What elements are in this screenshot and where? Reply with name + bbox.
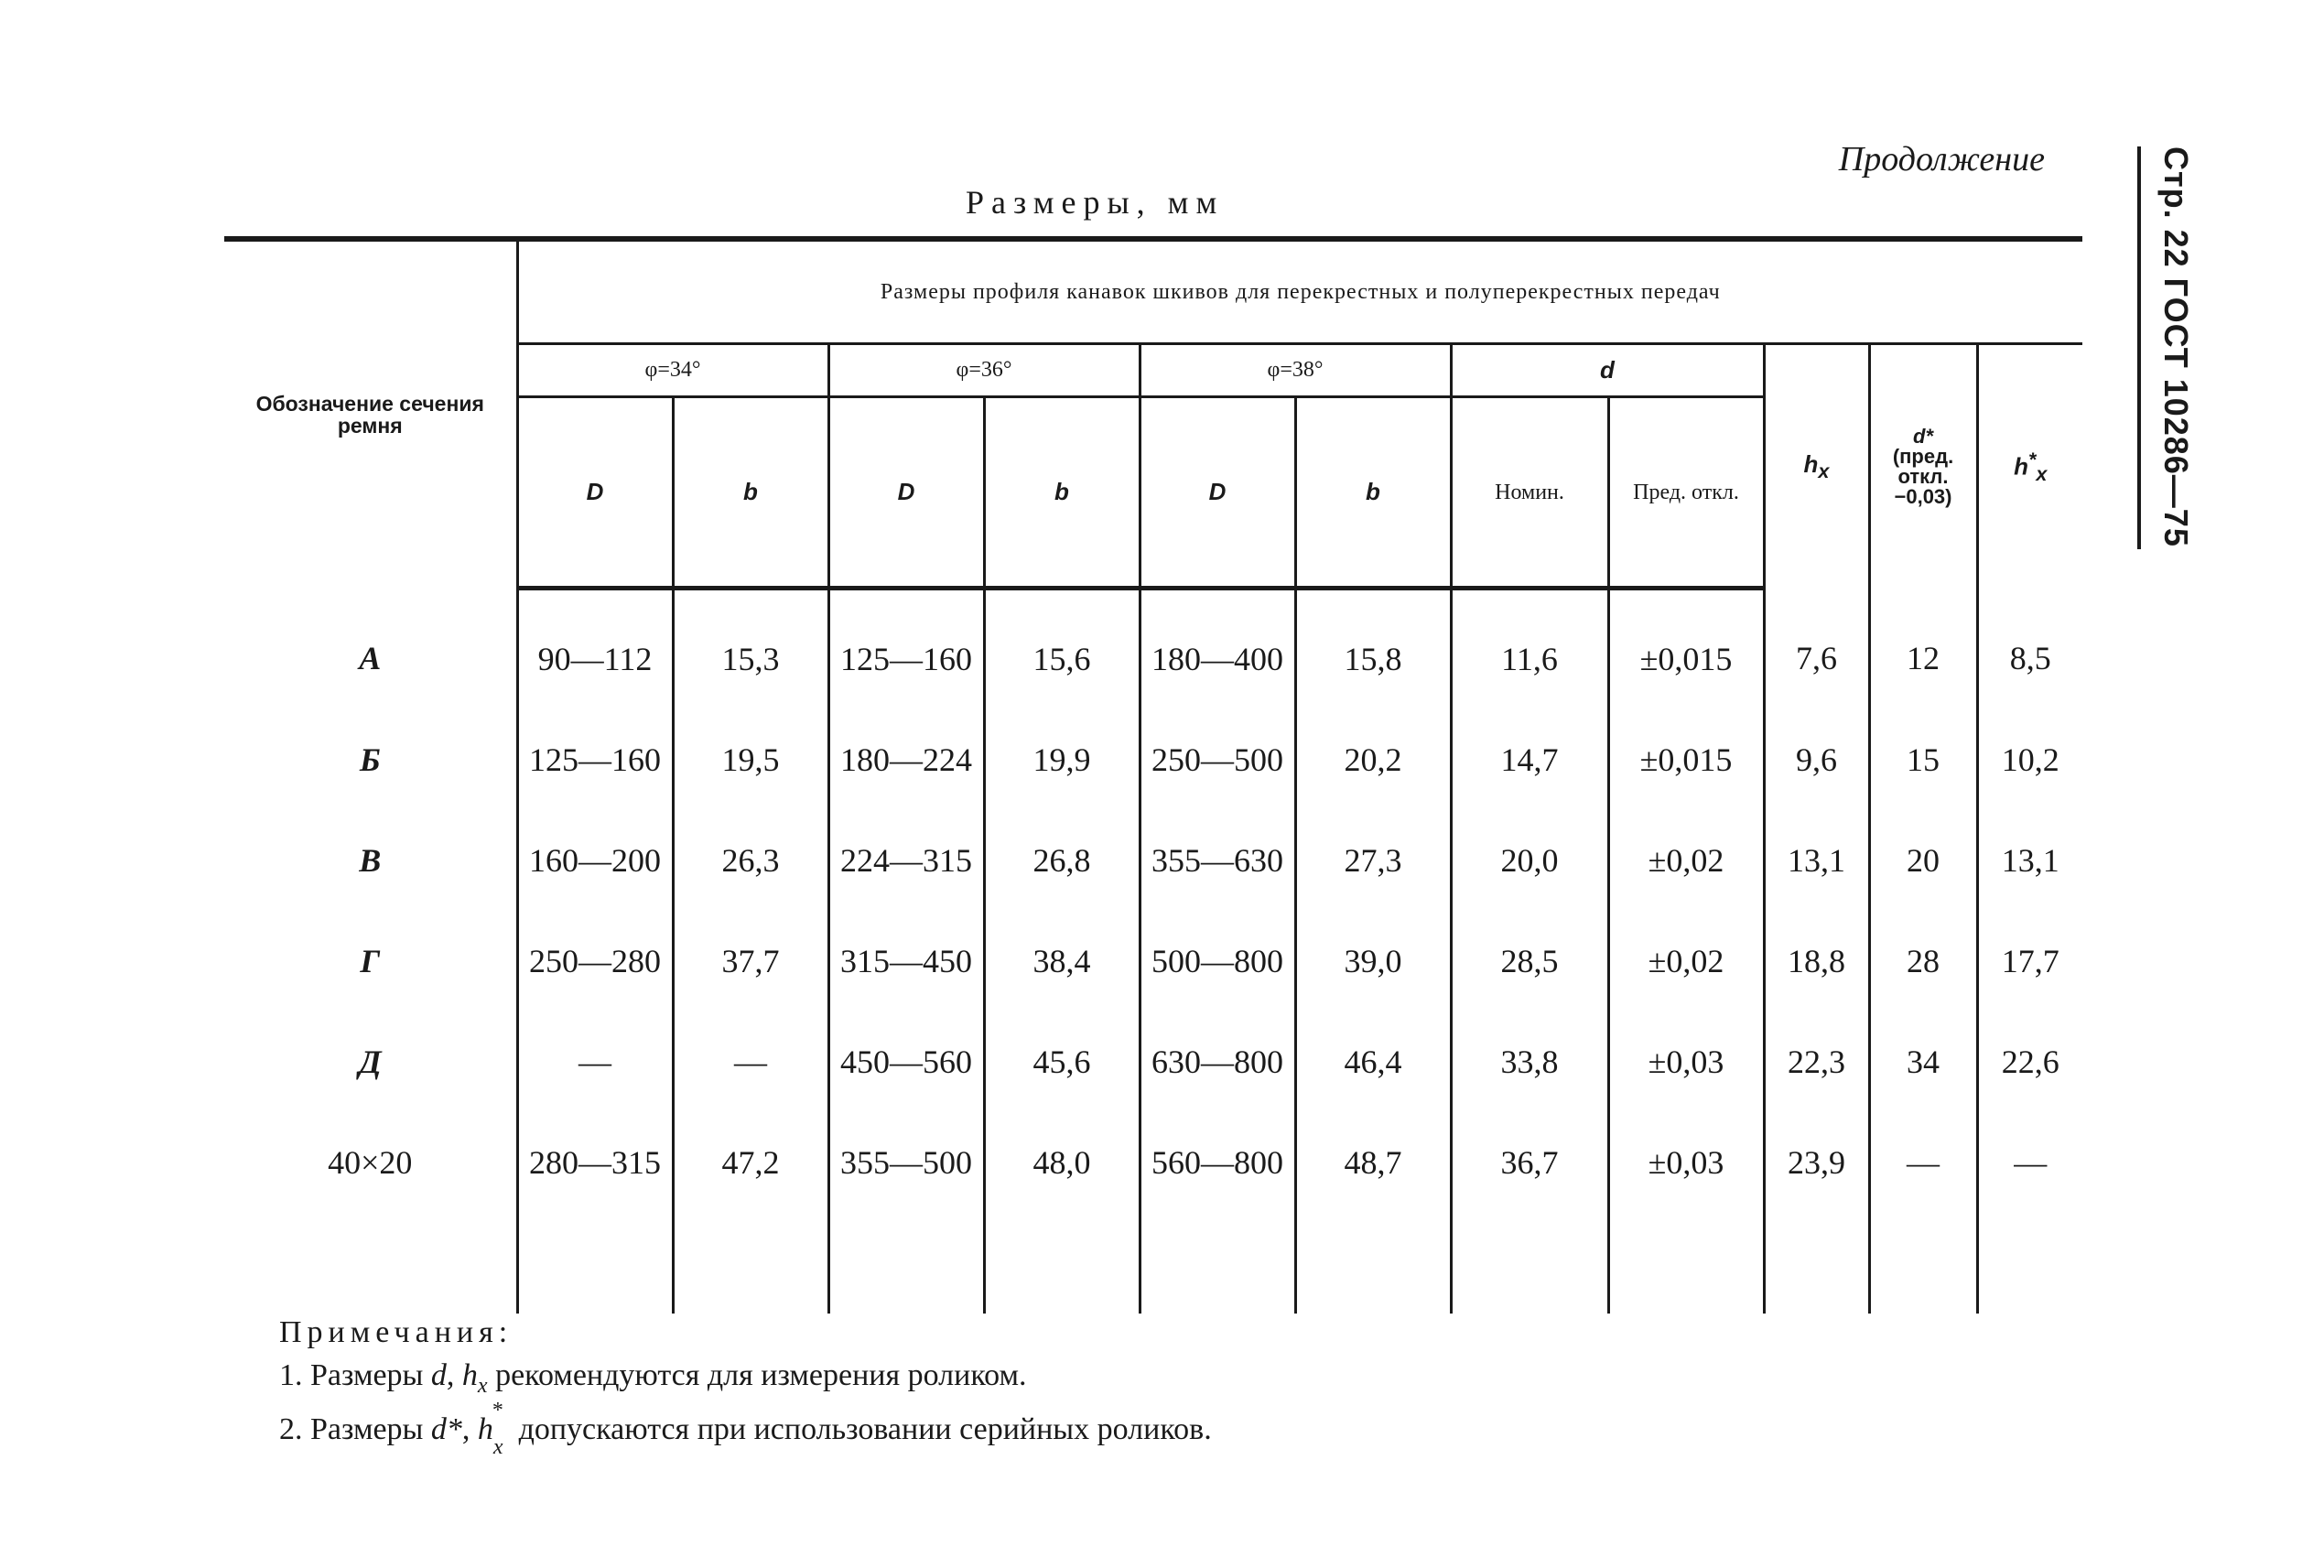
header-hx: $h_x$ — [1764, 344, 1869, 589]
cell-b36: 15,6 — [984, 589, 1140, 710]
cell-d-deviation: ±0,03 — [1608, 1112, 1764, 1213]
cell-b36: 38,4 — [984, 911, 1140, 1011]
header-D-34: D — [517, 397, 673, 589]
header-D-38: D — [1140, 397, 1295, 589]
cell-hx-star: 10,2 — [1977, 709, 2082, 810]
cell-d-deviation: ±0,02 — [1608, 911, 1764, 1011]
table-row — [224, 589, 2082, 710]
side-header-rule — [2137, 146, 2141, 549]
cell-D38: 500—800 — [1140, 911, 1295, 1011]
cell-D38: 560—800 — [1140, 1112, 1295, 1213]
header-phi-36: φ=36° — [828, 344, 1140, 397]
cell-b36: 48,0 — [984, 1112, 1140, 1213]
cell-D38: 630—800 — [1140, 1011, 1295, 1112]
header-b-38: b — [1295, 397, 1451, 589]
cell-d-star: 15 — [1869, 709, 1977, 810]
cell-b34: 15,3 — [673, 589, 828, 710]
cell-section: Г — [360, 943, 381, 979]
cell-hx-star: 22,6 — [1977, 1011, 2082, 1112]
cell-hx: 13,1 — [1764, 810, 1869, 911]
cell-b34: 19,5 — [673, 709, 828, 810]
cell-section: А — [359, 639, 382, 676]
header-d-star-symbol: d* — [1913, 424, 1933, 448]
header-phi-34: φ=34° — [517, 344, 828, 397]
cell-b34: — — [673, 1011, 828, 1112]
cell-D34: — — [517, 1011, 673, 1112]
cell-d-star: 20 — [1869, 810, 1977, 911]
header-d-nominal: Номин. — [1451, 397, 1608, 589]
cell-D34: 280—315 — [517, 1112, 673, 1213]
header-d: d — [1451, 344, 1764, 397]
cell-d-deviation: ±0,015 — [1608, 589, 1764, 710]
cell-hx-star: 17,7 — [1977, 911, 2082, 1011]
cell-D34: 160—200 — [517, 810, 673, 911]
cell-d-deviation: ±0,015 — [1608, 709, 1764, 810]
cell-hx: 9,6 — [1764, 709, 1869, 810]
cell-b38: 39,0 — [1295, 911, 1451, 1011]
side-page-header-text: Стр. 22 ГОСТ 10286—75 — [2157, 146, 2195, 547]
cell-d-star: 28 — [1869, 911, 1977, 1011]
header-phi-38: φ=38° — [1140, 344, 1451, 397]
cell-D36: 180—224 — [828, 709, 984, 810]
cell-d-star: 12 — [1869, 589, 1977, 710]
cell-D38: 250—500 — [1140, 709, 1295, 810]
cell-b34: 26,3 — [673, 810, 828, 911]
header-D-36: D — [828, 397, 984, 589]
cell-D36: 450—560 — [828, 1011, 984, 1112]
cell-d-deviation: ±0,03 — [1608, 1011, 1764, 1112]
cell-d-nominal: 28,5 — [1451, 911, 1608, 1011]
cell-b38: 46,4 — [1295, 1011, 1451, 1112]
cell-section: Б — [359, 741, 381, 778]
table-row — [224, 911, 2082, 1011]
cell-b36: 26,8 — [984, 810, 1140, 911]
cell-hx: 22,3 — [1764, 1011, 1869, 1112]
cell-section: Д — [358, 1044, 382, 1080]
cell-b38: 48,7 — [1295, 1112, 1451, 1213]
cell-b38: 15,8 — [1295, 589, 1451, 710]
note-1: 1. Размеры d, $h_x$ рекомендуются для измерения роликом. — [279, 1358, 1027, 1398]
header-section-designation: Обозначение сечения ремня — [224, 239, 517, 589]
cell-d-star: — — [1869, 1112, 1977, 1213]
cell-D36: 355—500 — [828, 1112, 984, 1213]
cell-d-star: 34 — [1869, 1011, 1977, 1112]
cell-D36: 315—450 — [828, 911, 984, 1011]
cell-d-deviation: ±0,02 — [1608, 810, 1764, 911]
cell-b34: 47,2 — [673, 1112, 828, 1213]
cell-b36: 19,9 — [984, 709, 1140, 810]
cell-d-nominal: 14,7 — [1451, 709, 1608, 810]
cell-b34: 37,7 — [673, 911, 828, 1011]
table-spacer-row — [224, 1213, 2082, 1314]
header-b-36: b — [984, 397, 1140, 589]
note-2: 2. Размеры d*, h * $_x$ допускаются при использовании серийных роликов. — [279, 1398, 1212, 1459]
header-b-34: b — [673, 397, 828, 589]
table-row — [224, 709, 2082, 810]
cell-hx: 23,9 — [1764, 1112, 1869, 1213]
cell-hx-star: 13,1 — [1977, 810, 2082, 911]
table-row — [224, 1112, 2082, 1213]
cell-D38: 355—630 — [1140, 810, 1295, 911]
dimensions-table — [224, 236, 2082, 1314]
continuation-label: Продолжение — [1838, 140, 2045, 178]
header-d-star-note: (пред. откл. −0,03) — [1892, 444, 1954, 508]
cell-d-nominal: 11,6 — [1451, 589, 1608, 710]
cell-d-nominal: 33,8 — [1451, 1011, 1608, 1112]
cell-hx-star: — — [1977, 1112, 2082, 1213]
cell-d-nominal: 36,7 — [1451, 1112, 1608, 1213]
notes-title: Примечания: — [279, 1315, 513, 1349]
cell-d-nominal: 20,0 — [1451, 810, 1608, 911]
cell-section: 40×20 — [328, 1144, 413, 1181]
header-d-star — [1869, 344, 1977, 589]
cell-b38: 27,3 — [1295, 810, 1451, 911]
cell-D34: 250—280 — [517, 911, 673, 1011]
cell-D34: 90—112 — [517, 589, 673, 710]
table-row — [224, 1011, 2082, 1112]
cell-hx: 7,6 — [1764, 589, 1869, 710]
header-main-title: Размеры профиля канавок шкивов для перекрестных и полуперекрестных передач — [517, 239, 2082, 344]
cell-D36: 224—315 — [828, 810, 984, 911]
table-title: Размеры, мм — [966, 184, 1225, 221]
cell-D38: 180—400 — [1140, 589, 1295, 710]
cell-section: В — [359, 842, 382, 879]
cell-hx-star: 8,5 — [1977, 589, 2082, 710]
cell-D34: 125—160 — [517, 709, 673, 810]
header-hx-star: $h^*_x$ — [1977, 344, 2082, 589]
cell-b36: 45,6 — [984, 1011, 1140, 1112]
table-row — [224, 810, 2082, 911]
side-page-header — [2158, 146, 2195, 549]
cell-D36: 125—160 — [828, 589, 984, 710]
cell-hx: 18,8 — [1764, 911, 1869, 1011]
header-d-deviation: Пред. откл. — [1608, 397, 1764, 589]
notes — [279, 1311, 1212, 1462]
cell-b38: 20,2 — [1295, 709, 1451, 810]
